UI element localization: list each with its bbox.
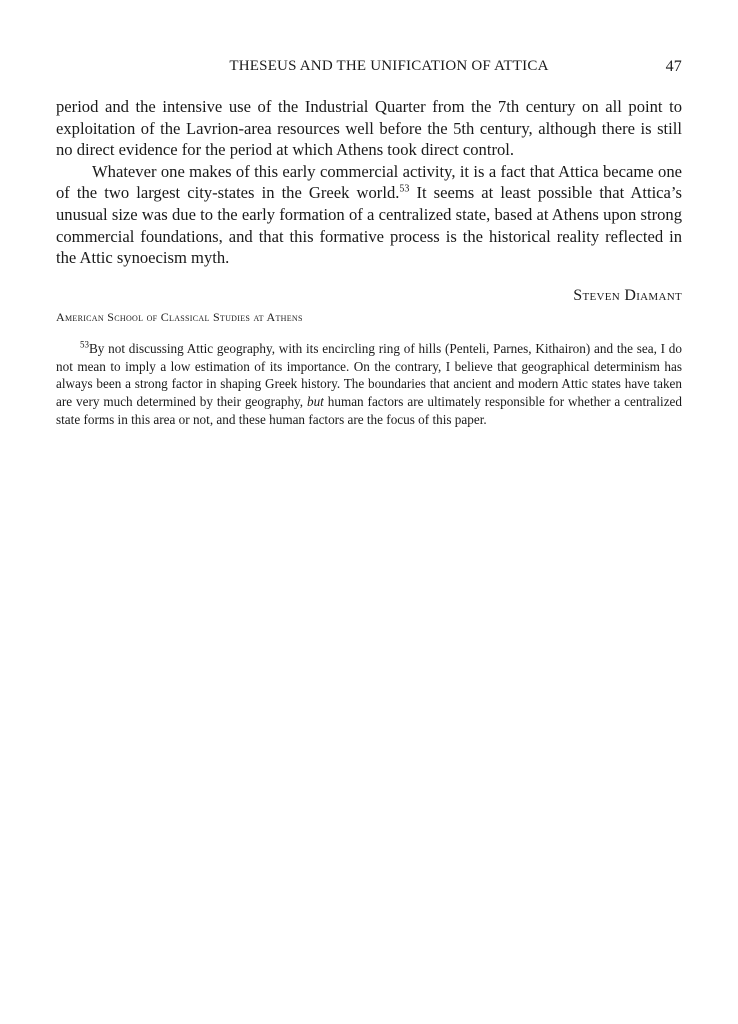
- footnote-paragraph: [56, 340, 682, 429]
- footnote: [56, 340, 682, 429]
- footnote-text-start: By not discussing Attic geography, with its encircling ring of hills (Penteli, Parnes, Kithairon) and the sea, I do not mean to imply a low estimation of its importance. On the contrary, I believe that geographical determinism has always been a strong factor in shaping Greek history. The boundaries that ancient and modern Attic states have taken are very much determined by their geography,: [56, 341, 682, 410]
- author-affiliation: American School of Classical Studies at Athens: [56, 310, 303, 324]
- paragraph-2: [56, 161, 682, 269]
- footnote-reference: 53: [399, 183, 410, 195]
- running-title: THESEUS AND THE UNIFICATION OF ATTICA: [229, 58, 549, 74]
- author-signature: Steven Diamant: [573, 287, 682, 304]
- footnote-number: 53: [80, 339, 89, 350]
- footnote-text-end: human factors are ultimately responsible for whether a centralized state forms in this area or not, and these human factors are the focus of this paper.: [56, 394, 682, 427]
- paragraph-2-text-end: It seems at least possible that Attica’s unusual size was due to the early formation of a centralized state, based at Athens upon strong commercial foundations, and that this formative process is the historical reality reflected in the Attic synoecism myth.: [56, 183, 682, 268]
- page-number: 47: [665, 58, 682, 75]
- running-head: [56, 58, 682, 80]
- paragraph-1: period and the intensive use of the Industrial Quarter from the 7th century on all point to exploitation of the Lavrion-area resources well before the 5th century, although there is still no direct evidence for the period at which Athens took direct control.: [56, 97, 682, 160]
- paragraph-2-text-start: Whatever one makes of this early commercial activity, it is a fact that Attica became one of the two largest city-states in the Greek world.: [56, 161, 682, 203]
- main-text: [56, 96, 682, 269]
- footnote-italic-word: but: [306, 394, 324, 410]
